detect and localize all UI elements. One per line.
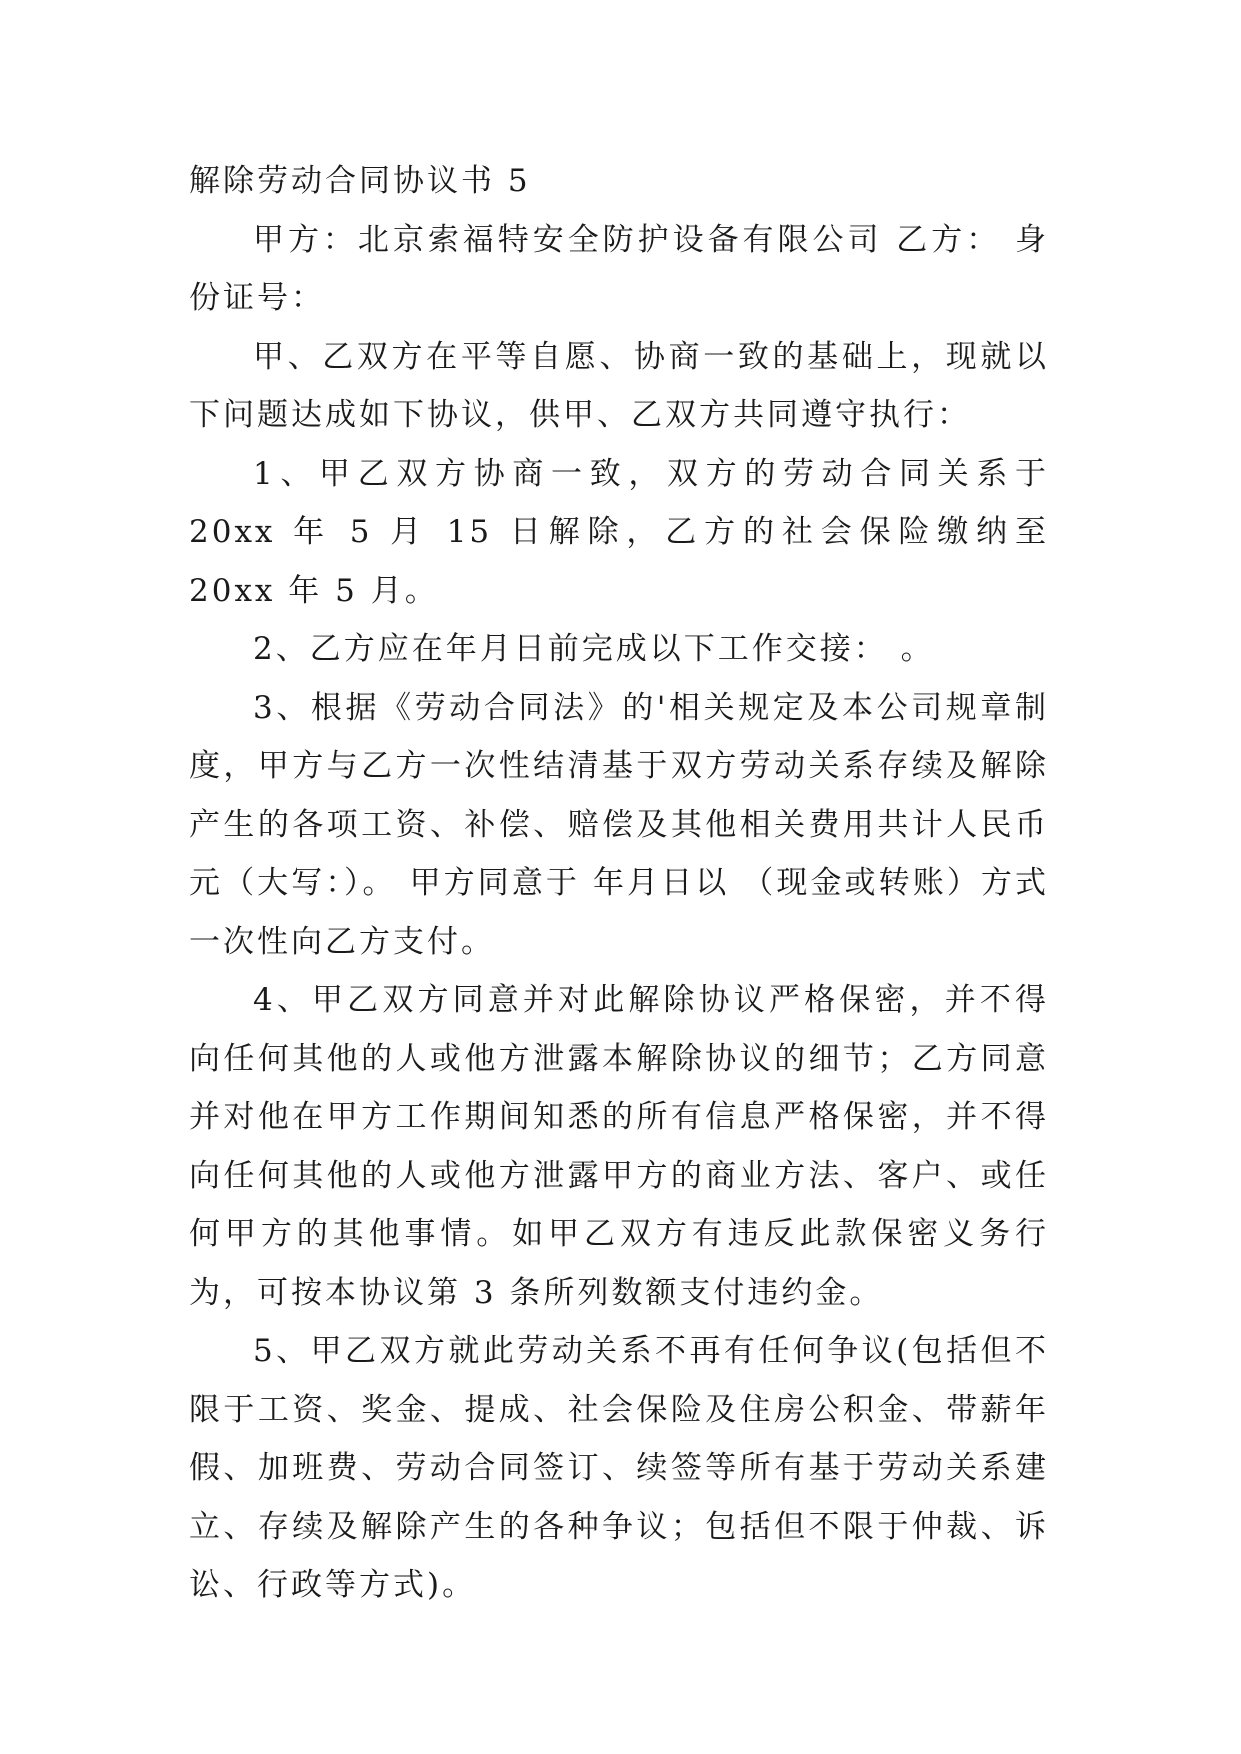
- clause-1: 1、甲乙双方协商一致，双方的劳动合同关系于 20xx 年 5 月 15 日解除，乙方的社会保险缴纳至 20xx 年 5 月。: [189, 455, 1049, 609]
- paragraph-preamble: 甲、乙双方在平等自愿、协商一致的基础上，现就以下问题达成如下协议，供甲、乙双方共同遵守执行：: [189, 338, 1049, 433]
- paragraph-parties: 甲方：北京索福特安全防护设备有限公司 乙方： 身份证号：: [189, 221, 1049, 316]
- document-title: 解除劳动合同协议书 5: [189, 163, 531, 199]
- clause-3: 3、根据《劳动合同法》的'相关规定及本公司规章制度，甲方与乙方一次性结清基于双方劳动关系存续及解除产生的各项工资、补偿、赔偿及其他相关费用共计人民币元（大写：）。 甲方同意于 年月日以 （现金或转账）方式一次性向乙方支付。: [189, 689, 1049, 960]
- document-body: [189, 152, 1049, 1615]
- clause-5: 5、甲乙双方就此劳动关系不再有任何争议(包括但不限于工资、奖金、提成、社会保险及住房公积金、带薪年假、加班费、劳动合同签订、续签等所有基于劳动关系建立、存续及解除产生的各种争议；包括但不限于仲裁、诉讼、行政等方式)。: [189, 1333, 1049, 1603]
- clause-4: 4、甲乙双方同意并对此解除协议严格保密，并不得向任何其他的人或他方泄露本解除协议的细节；乙方同意并对他在甲方工作期间知悉的所有信息严格保密，并不得向任何其他的人或他方泄露甲方的商业方法、客户、或任何甲方的其他事情。如甲乙双方有违反此款保密义务行为，可按本协议第 3 条所列数额支付违约金。: [189, 982, 1049, 1311]
- clause-2: 2、乙方应在年月日前完成以下工作交接： 。: [253, 631, 935, 667]
